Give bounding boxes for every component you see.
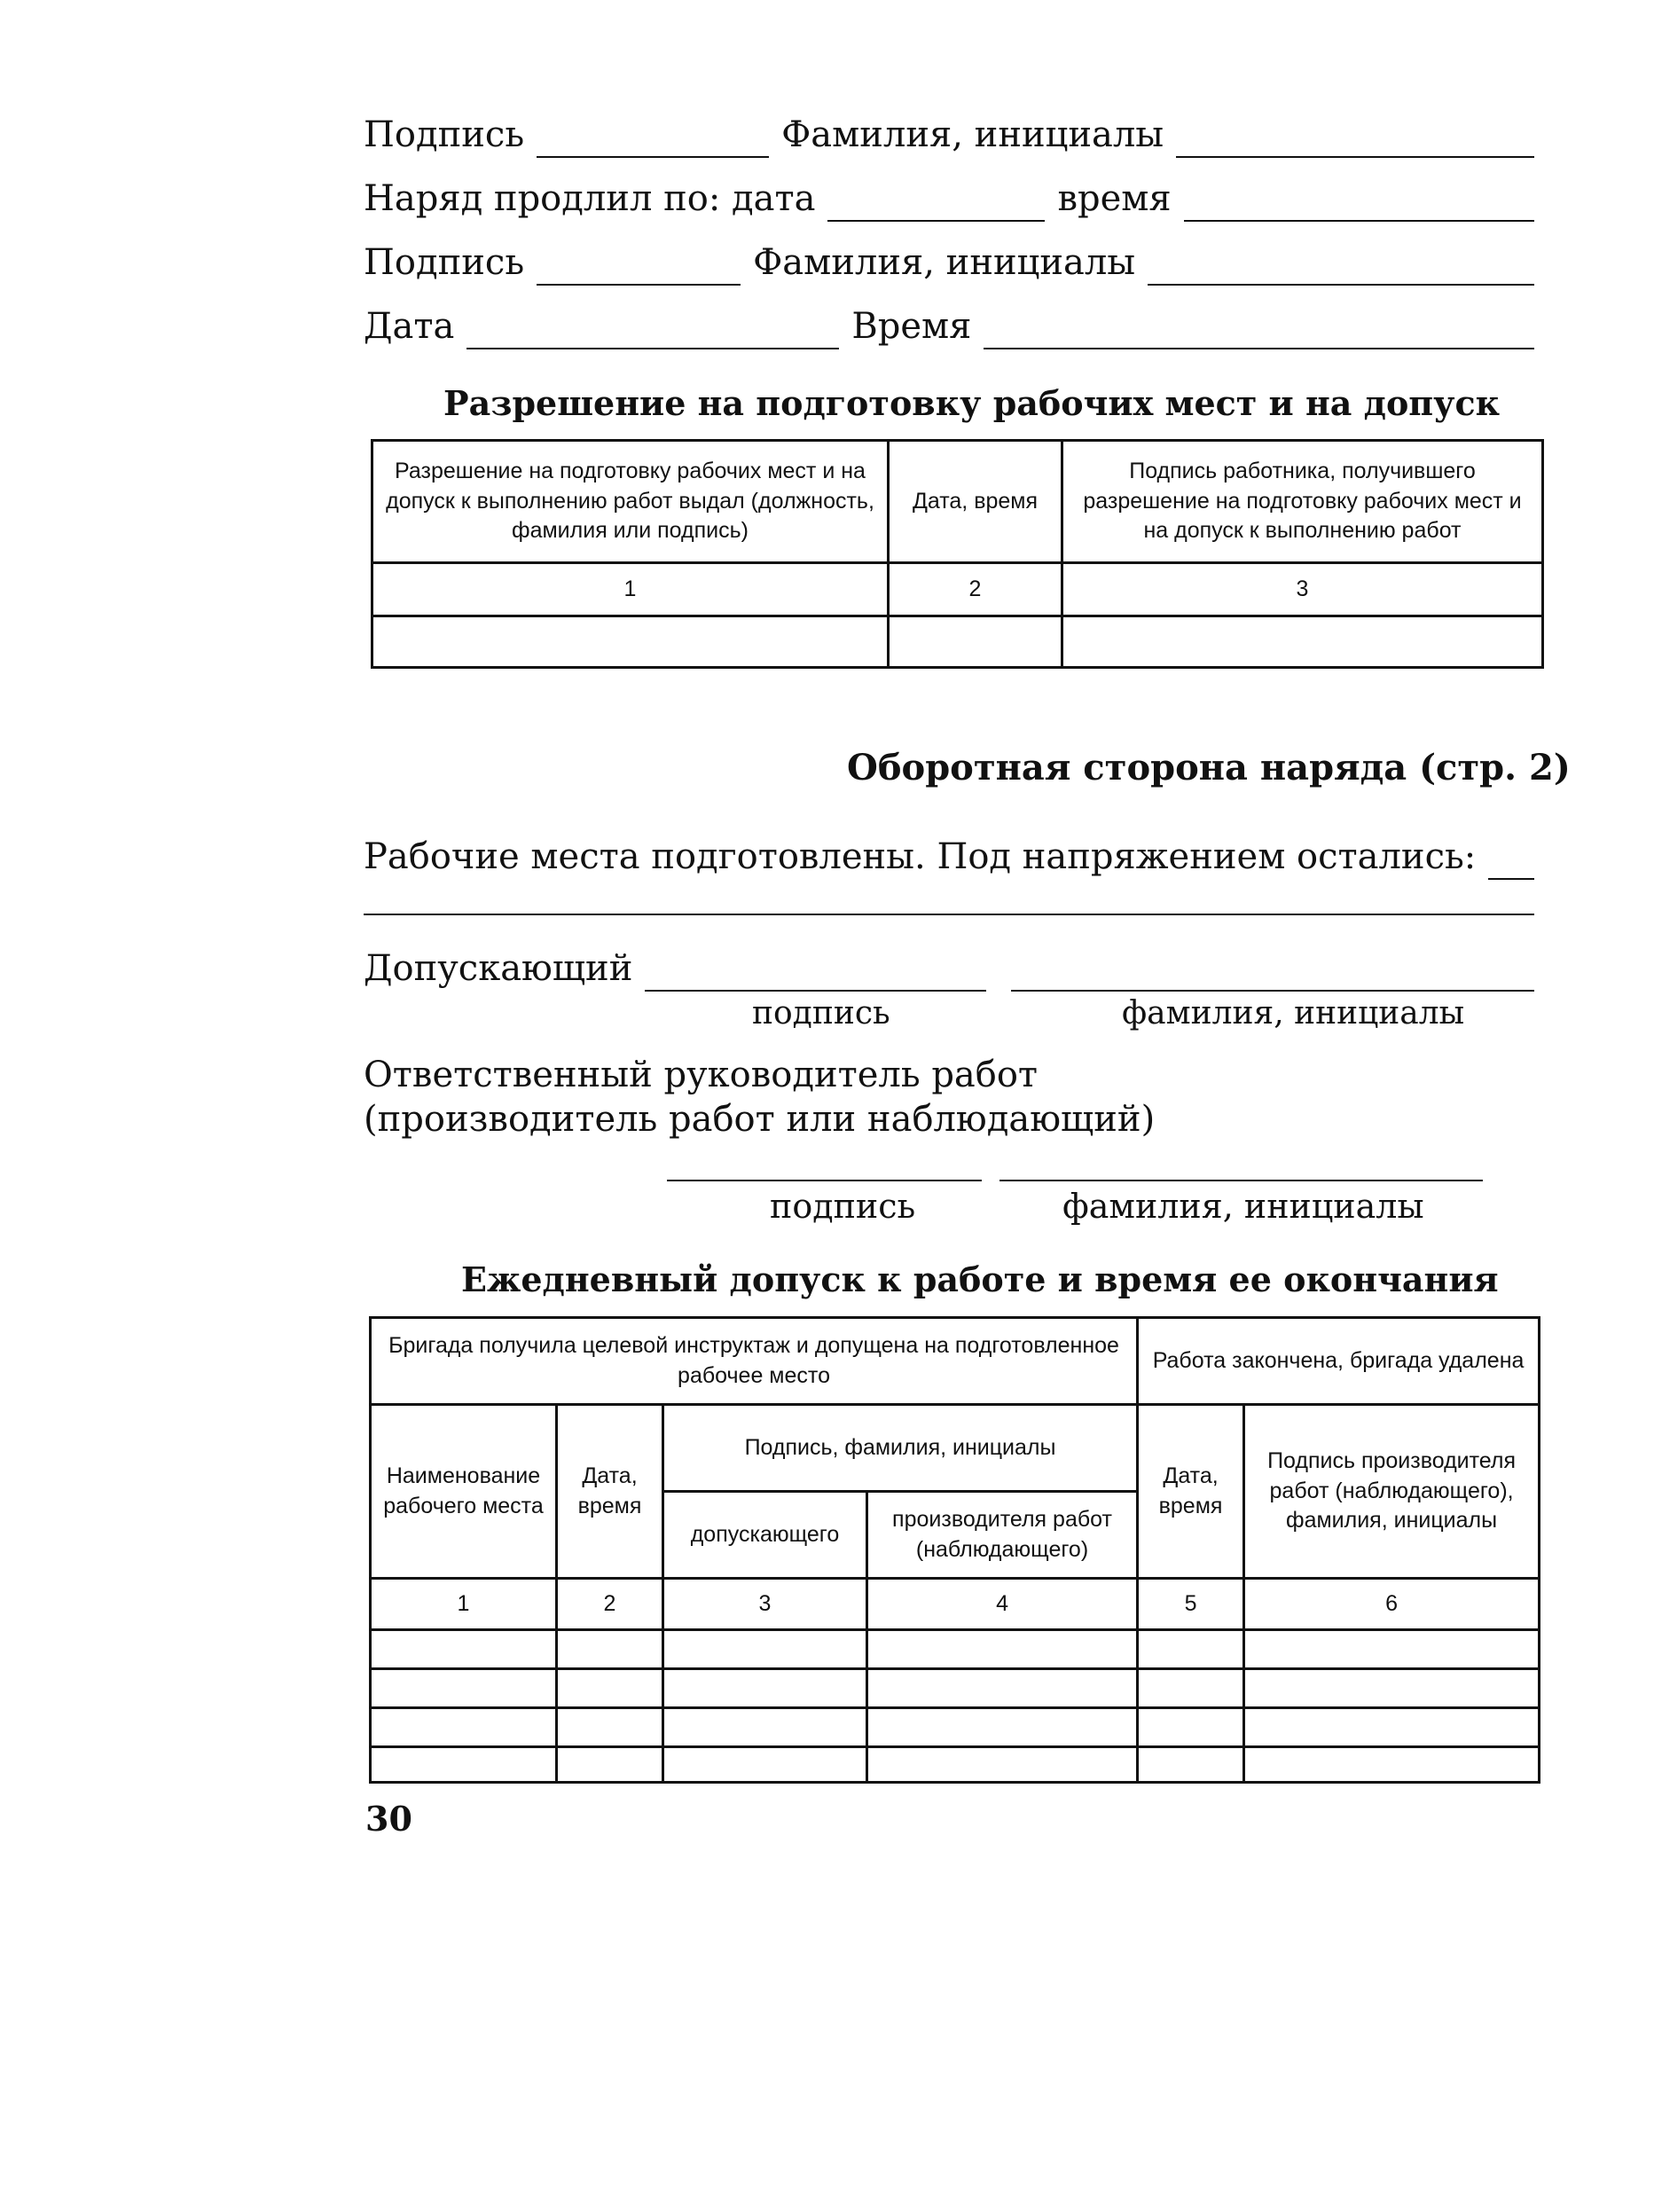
- signature-row-2: [364, 239, 1534, 286]
- permission-table: [371, 439, 1544, 669]
- responsible-signature-caption: подпись: [770, 1187, 916, 1226]
- daily-cell[interactable]: [1244, 1708, 1540, 1747]
- extended-time-label: время: [1057, 178, 1172, 219]
- daily-number-3: 3: [663, 1579, 867, 1630]
- responsible-signature-blank[interactable]: [667, 1180, 982, 1181]
- daily-cell[interactable]: [557, 1708, 663, 1747]
- signature-label-2: Подпись: [364, 242, 525, 283]
- daily-number-6: 6: [1244, 1579, 1540, 1630]
- daily-number-5: 5: [1138, 1579, 1244, 1630]
- page-number: 30: [365, 1799, 412, 1839]
- daily-cell[interactable]: [867, 1669, 1138, 1708]
- date-label: Дата: [364, 306, 455, 347]
- daily-group-finished: Работа закончена, бригада удалена: [1138, 1318, 1540, 1405]
- surname-blank-2[interactable]: [1148, 252, 1534, 286]
- permission-header-datetime: Дата, время: [889, 441, 1062, 563]
- daily-cell[interactable]: [371, 1630, 557, 1669]
- signature-row-1: [364, 112, 1534, 158]
- daily-cell[interactable]: [867, 1708, 1138, 1747]
- remaining-live-blank-line[interactable]: [364, 914, 1534, 915]
- daily-group-admitted: Бригада получила целевой инструктаж и допущена на подготовленное рабочее место: [371, 1318, 1138, 1405]
- daily-header-producer: производителя работ (наблюдающего): [867, 1492, 1138, 1579]
- extended-time-blank[interactable]: [1184, 188, 1534, 222]
- daily-cell[interactable]: [663, 1669, 867, 1708]
- daily-cell[interactable]: [1244, 1630, 1540, 1669]
- daily-header-row-1: [371, 1405, 1540, 1492]
- daily-number-row: [371, 1579, 1540, 1630]
- daily-entry-row: [371, 1669, 1540, 1708]
- responsible-sublabel: (производитель работ или наблюдающий): [364, 1099, 1156, 1140]
- daily-group-row: [371, 1318, 1540, 1405]
- daily-number-1: 1: [371, 1579, 557, 1630]
- prepared-row: [364, 834, 1534, 880]
- permission-number-1: 1: [372, 563, 889, 616]
- daily-header-datetime: Дата, время: [557, 1405, 663, 1579]
- signature-blank[interactable]: [537, 124, 769, 158]
- time-blank[interactable]: [984, 316, 1534, 349]
- daily-entry-row: [371, 1747, 1540, 1783]
- daily-cell[interactable]: [867, 1747, 1138, 1783]
- daily-entry-row: [371, 1708, 1540, 1747]
- responsible-surname-caption: фамилия, инициалы: [1062, 1187, 1424, 1226]
- prepared-text: Рабочие места подготовлены. Под напряжением остались:: [364, 836, 1477, 877]
- extended-date-blank[interactable]: [827, 188, 1045, 222]
- surname-label: Фамилия, инициалы: [781, 114, 1164, 155]
- daily-header-datetime-2: Дата, время: [1138, 1405, 1244, 1579]
- admitting-signature-caption: подпись: [752, 995, 890, 1031]
- reverse-side-title: Оборотная сторона наряда (стр. 2): [847, 747, 1571, 788]
- daily-title: Ежедневный допуск к работе и время ее окончания: [461, 1259, 1499, 1299]
- daily-cell[interactable]: [371, 1708, 557, 1747]
- extension-row: [364, 176, 1534, 222]
- daily-cell[interactable]: [1138, 1630, 1244, 1669]
- daily-cell[interactable]: [1138, 1747, 1244, 1783]
- responsible-line-2: [364, 1096, 1534, 1142]
- daily-cell[interactable]: [557, 1747, 663, 1783]
- signature-blank-2[interactable]: [537, 252, 741, 286]
- daily-cell[interactable]: [1244, 1669, 1540, 1708]
- daily-cell[interactable]: [1138, 1669, 1244, 1708]
- daily-table: [369, 1316, 1540, 1784]
- daily-cell[interactable]: [663, 1630, 867, 1669]
- permission-number-2: 2: [889, 563, 1062, 616]
- permission-cell[interactable]: [1062, 616, 1543, 668]
- extended-date-label: Наряд продлил по: дата: [364, 178, 816, 219]
- permission-cell[interactable]: [889, 616, 1062, 668]
- daily-cell[interactable]: [1244, 1747, 1540, 1783]
- permission-header-row: [372, 441, 1543, 563]
- daily-number-2: 2: [557, 1579, 663, 1630]
- daily-cell[interactable]: [663, 1708, 867, 1747]
- responsible-label: Ответственный руководитель работ: [364, 1055, 1039, 1095]
- permission-entry-row: [372, 616, 1543, 668]
- daily-cell[interactable]: [867, 1630, 1138, 1669]
- daily-cell[interactable]: [557, 1630, 663, 1669]
- daily-cell[interactable]: [371, 1747, 557, 1783]
- surname-label-2: Фамилия, инициалы: [753, 242, 1136, 283]
- daily-cell[interactable]: [371, 1669, 557, 1708]
- date-time-row: [364, 303, 1534, 349]
- daily-header-producer-signature: Подпись производителя работ (наблюдающего), фамилия, инициалы: [1244, 1405, 1540, 1579]
- remaining-live-blank[interactable]: [1488, 846, 1534, 880]
- admitting-label: Допускающий: [364, 948, 633, 989]
- permission-header-receiver: Подпись работника, получившего разрешение на подготовку рабочих мест и на допуск к выполнению работ: [1062, 441, 1543, 563]
- admitting-surname-caption: фамилия, инициалы: [1122, 995, 1465, 1031]
- time-label: Время: [851, 306, 972, 347]
- permission-number-row: [372, 563, 1543, 616]
- daily-entry-row: [371, 1630, 1540, 1669]
- admitting-signature-blank[interactable]: [645, 958, 986, 992]
- daily-cell[interactable]: [1138, 1708, 1244, 1747]
- admitting-row: [364, 945, 1534, 992]
- permission-title: Разрешение на подготовку рабочих мест и на допуск: [443, 383, 1501, 423]
- daily-header-workplace: Наименование рабочего места: [371, 1405, 557, 1579]
- responsible-line-1: [364, 1052, 1534, 1098]
- daily-number-4: 4: [867, 1579, 1138, 1630]
- permission-number-3: 3: [1062, 563, 1543, 616]
- surname-blank[interactable]: [1176, 124, 1534, 158]
- admitting-surname-blank[interactable]: [1011, 958, 1534, 992]
- daily-cell[interactable]: [663, 1747, 867, 1783]
- daily-header-signatures: Подпись, фамилия, инициалы: [663, 1405, 1138, 1492]
- permission-cell[interactable]: [372, 616, 889, 668]
- responsible-surname-blank[interactable]: [999, 1180, 1483, 1181]
- date-blank[interactable]: [466, 316, 839, 349]
- signature-label: Подпись: [364, 114, 525, 155]
- daily-header-admitting: допускающего: [663, 1492, 867, 1579]
- daily-cell[interactable]: [557, 1669, 663, 1708]
- permission-header-issuer: Разрешение на подготовку рабочих мест и на допуск к выполнению работ выдал (должность, фамилия или подпись): [372, 441, 889, 563]
